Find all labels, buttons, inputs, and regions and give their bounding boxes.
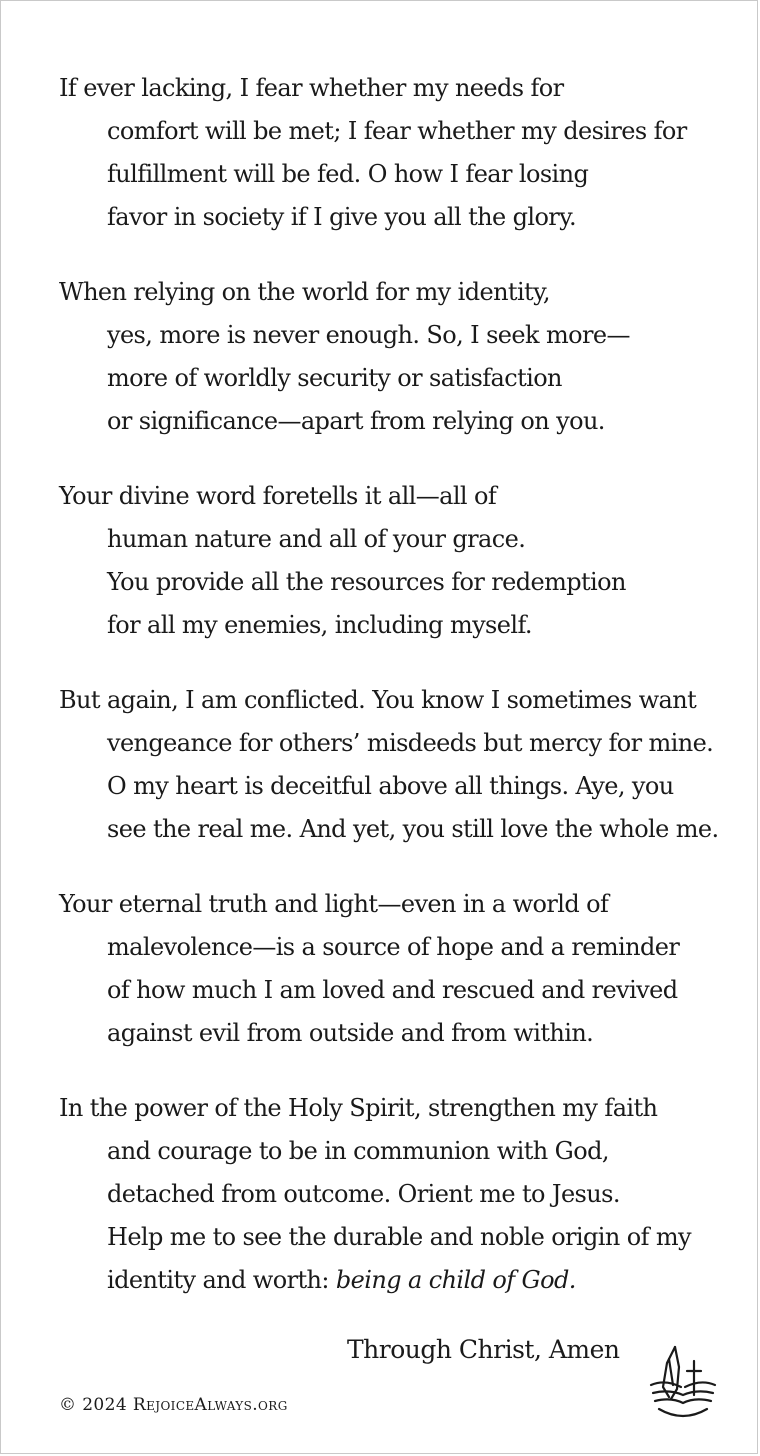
stanza-6 [59, 1087, 739, 1302]
stanza-line: vengeance for others’ misdeeds but mercy for mine. [107, 729, 714, 757]
stanza-line: fulfillment will be fed. O how I fear losing [107, 160, 589, 188]
stanza-line: more of worldly security or satisfaction [107, 364, 562, 392]
stanza-line: Help me to see the durable and noble origin of my [107, 1223, 692, 1251]
stanza-line: human nature and all of your grace. [107, 525, 526, 553]
closing-line: Through Christ, Amen [347, 1335, 620, 1364]
stanza-line: of how much I am loved and rescued and revived [107, 976, 678, 1004]
stanza-3 [59, 475, 739, 647]
copyright-notice: © 2024 RejoiceAlways.org [59, 1395, 288, 1415]
stanza-line: yes, more is never enough. So, I seek more— [107, 321, 630, 349]
last-line-prefix: identity and worth: [107, 1266, 336, 1294]
stanza-line: detached from outcome. Orient me to Jesus. [107, 1180, 620, 1208]
stanza-line: or significance—apart from relying on you. [107, 407, 605, 435]
stanza-line: You provide all the resources for redemption [107, 568, 626, 596]
stanza-line: But again, I am conflicted. You know I sometimes want [59, 686, 697, 714]
stanza-line: for all my enemies, including myself. [107, 611, 532, 639]
stanza-line: see the real me. And yet, you still love the whole me. [107, 815, 719, 843]
stanza-last-line [59, 1259, 739, 1302]
stanza-line: Your divine word foretells it all—all of [59, 482, 497, 510]
stanza-line: O my heart is deceitful above all things. Aye, you [107, 772, 674, 800]
stanza-1 [59, 67, 739, 239]
praying-hands-cross-icon [645, 1341, 721, 1423]
stanza-line: and courage to be in communion with God, [107, 1137, 609, 1165]
stanza-line: Your eternal truth and light—even in a world of [59, 890, 609, 918]
stanza-line: favor in society if I give you all the glory. [107, 203, 576, 231]
stanza-line: In the power of the Holy Spirit, strengthen my faith [59, 1094, 658, 1122]
stanza-line: comfort will be met; I fear whether my desires for [107, 117, 687, 145]
stanza-5 [59, 883, 739, 1055]
stanza-line: When relying on the world for my identity, [59, 278, 550, 306]
stanza-4 [59, 679, 739, 851]
stanza-line: against evil from outside and from within. [107, 1019, 594, 1047]
stanza-2 [59, 271, 739, 443]
last-line-emphasis: being a child of God. [335, 1266, 576, 1294]
stanza-line: malevolence—is a source of hope and a reminder [107, 933, 680, 961]
stanza-line: If ever lacking, I fear whether my needs for [59, 74, 564, 102]
